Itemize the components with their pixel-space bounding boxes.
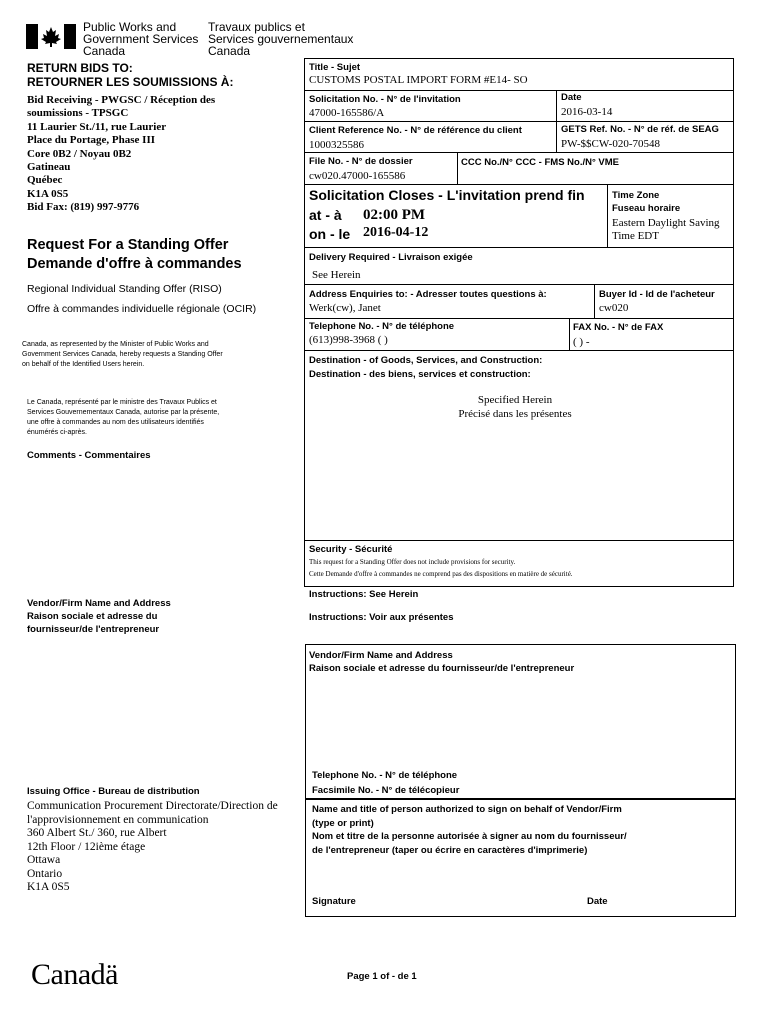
solicitation-closes-label: Solicitation Closes - L'invitation prend fin <box>309 187 585 203</box>
fax-value: ( ) - <box>573 336 590 348</box>
time-zone-label: Time Zone Fuseau horaire <box>612 190 681 214</box>
security-text-en: This request for a Standing Offer does not include provisions for security. <box>309 558 516 566</box>
issuing-office-label: Issuing Office - Bureau de distribution <box>27 786 200 797</box>
department-name-fr: Travaux publics et Services gouvernementaux Canada <box>208 20 354 58</box>
destination-label: Destination - of Goods, Services, and Construction: Destination - des biens, services et construction: <box>309 355 543 380</box>
file-number-label: File No. - N° de dossier <box>309 156 413 167</box>
telephone-value: (613)998-3968 ( ) <box>309 334 388 346</box>
riso-fr: Offre à commandes individuelle régionale (OCIR) <box>27 303 257 315</box>
client-reference-label: Client Reference No. - N° de référence du client <box>309 125 522 136</box>
authorized-signer-label: Name and title of person authorized to sign on behalf of Vendor/Firm (type or print) Nom et titre de la personne autorisée à signer au nom du fournisseur/ de l'entrepreneur (taper ou écrire en caractères d'imprimerie) <box>312 804 627 856</box>
telephone-label: Telephone No. - N° de téléphone <box>309 321 455 332</box>
signature-label: Signature <box>312 896 356 907</box>
gets-reference-label: GETS Ref. No. - N° de réf. de SEAG <box>561 124 719 135</box>
gets-reference-value: PW-$$CW-020-70548 <box>561 138 660 150</box>
fax-label: FAX No. - N° de FAX <box>573 322 664 333</box>
security-text-fr: Cette Demande d'offre à commandes ne comprend pas des dispositions en matière de sécurité. <box>309 570 573 578</box>
instructions-en: Instructions: See Herein <box>309 589 419 600</box>
vendor-telephone-label: Telephone No. - N° de téléphone <box>312 770 458 781</box>
canada-wordmark-logo: Canadä <box>31 958 118 991</box>
issuing-office-address: Communication Procurement Directorate/Direction de l'approvisionnement en communication 360 Albert St./ 360, rue Albert 12th Floor / 12ième étage Ottawa Ontario K1A 0S5 <box>27 800 278 893</box>
request-paragraph-fr: Le Canada, représenté par le ministre des Travaux Publics et Services Gouvernementaux Canada, autorise par la présente, une offre à commandes au nom des utilisateurs identifiés énumérés ci-après. <box>27 399 220 436</box>
title-label: Title - Sujet <box>309 62 361 73</box>
closes-at-value: 02:00 PM <box>363 207 426 223</box>
address-enquiries-label: Address Enquiries to: - Adresser toutes questions à: <box>309 289 547 300</box>
riso-en: Regional Individual Standing Offer (RISO) <box>27 283 222 295</box>
return-bids-title-en: RETURN BIDS TO: <box>27 61 133 75</box>
client-reference-value: 1000325586 <box>309 139 364 151</box>
vendor-firm-label: Vendor/Firm Name and Address Raison sociale et adresse du fournisseur/de l'entrepreneur <box>309 650 575 674</box>
instructions-fr: Instructions: Voir aux présentes <box>309 612 454 623</box>
department-name-en: Public Works and Government Services Canada <box>83 20 199 58</box>
security-label: Security - Sécurité <box>309 544 393 555</box>
file-number-value: cw020.47000-165586 <box>309 170 406 182</box>
return-bids-address: Bid Receiving - PWGSC / Réception des soumissions - TPSGC 11 Laurier St./11, rue Laurier Place du Portage, Phase III Core 0B2 / Noyau 0B2 Gatineau Québec K1A 0S5 Bid Fax: (819) 997-9776 <box>27 94 216 214</box>
buyer-id-label: Buyer Id - Id de l'acheteur <box>599 289 715 300</box>
ccc-fms-label: CCC No./N° CCC - FMS No./N° VME <box>461 157 620 168</box>
signature-date-label: Date <box>587 896 608 907</box>
canada-flag-icon <box>26 24 76 49</box>
time-zone-value: Eastern Daylight Saving Time EDT <box>612 217 720 242</box>
request-paragraph-en: Canada, as represented by the Minister of Public Works and Government Services Canada, hereby requests a Standing Offer on behalf of the Identified Users herein. <box>22 341 223 368</box>
delivery-required-label: Delivery Required - Livraison exigée <box>309 252 473 263</box>
title-value: CUSTOMS POSTAL IMPORT FORM #E14- SO <box>309 74 528 86</box>
solicitation-label: Solicitation No. - N° de l'invitation <box>309 94 461 105</box>
request-title: Request For a Standing Offer Demande d'offre à commandes <box>27 237 242 272</box>
page-number: Page 1 of - de 1 <box>347 971 417 982</box>
return-bids-title-fr: RETOURNER LES SOUMISSIONS À: <box>27 75 234 89</box>
delivery-required-value: See Herein <box>312 269 361 281</box>
date-label: Date <box>561 92 582 103</box>
vendor-firm-label-left: Vendor/Firm Name and Address Raison sociale et adresse du fournisseur/de l'entrepreneur <box>27 598 171 635</box>
comments-label: Comments - Commentaires <box>27 450 151 461</box>
closes-on-label: on - le <box>309 226 351 242</box>
address-enquiries-value: Werk(cw), Janet <box>309 302 381 314</box>
closes-on-value: 2016-04-12 <box>363 225 429 240</box>
vendor-facsimile-label: Facsimile No. - N° de télécopieur <box>312 785 460 796</box>
closes-at-label: at - à <box>309 207 342 223</box>
buyer-id-value: cw020 <box>599 302 629 314</box>
date-value: 2016-03-14 <box>561 106 613 118</box>
solicitation-value: 47000-165586/A <box>309 107 385 119</box>
destination-value: Specified Herein Précisé dans les présentes <box>458 394 572 420</box>
